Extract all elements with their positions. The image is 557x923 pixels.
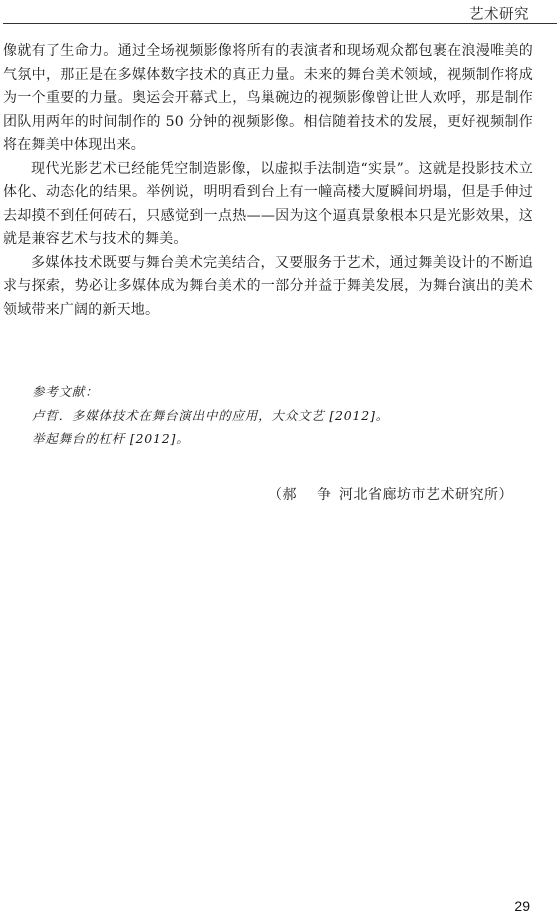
header-divider: [3, 23, 557, 24]
paragraph-conclusion: 多媒体技术既要与舞台美术完美结合，又要服务于艺术，通过舞美设计的不断追求与探索，势必让多媒体成为舞台美术的一部分并益于舞美发展，为舞台演出的美术领域带来广阔的新天地。: [3, 254, 533, 318]
byline-close-paren: ）: [498, 487, 513, 503]
reference-item: 卢哲．多媒体技术在舞台演出中的应用，大众文艺 [2012]。: [32, 407, 390, 423]
references-heading: 参考文献：: [32, 384, 99, 399]
author-affiliation: 河北省廊坊市艺术研究所: [338, 487, 499, 503]
paragraph-light-shadow-art: 现代光影艺术已经能凭空制造影像，以虚拟手法制造“实景”。这就是投影技术立体化、动态化的结果。举例说，明明看到台上有一幢高楼大厦瞬间坍塌，但是手伸过去却摸不到任何砖石，只感觉到一点热——因为这个逼真景象根本只是光影效果，这就是兼容艺术与技术的舞美。: [3, 160, 533, 247]
reference-item: 举起舞台的杠杆 [2012]。: [32, 431, 190, 446]
references-section: [32, 380, 532, 451]
article-body: [3, 40, 533, 322]
author-byline: [268, 484, 513, 504]
page-number: 29: [514, 898, 530, 914]
section-title: 艺术研究: [469, 7, 529, 23]
author-name: 郝 争: [282, 487, 339, 503]
paragraph-continued: 像就有了生命力。通过全场视频影像将所有的表演者和现场观众都包裹在浪漫唯美的气氛中，那正是在多媒体数字技术的真正力量。未来的舞台美术领域，视频制作将成为一个重要的力量。奥运会开幕式上，鸟巢碗边的视频影像曾让世人欢呼，那是制作团队用两年的时间制作的 50 分钟的视频影像。相信随着技术的发展，更好视频制作将在舞美中体现出来。: [3, 43, 533, 153]
byline-open-paren: （: [268, 487, 283, 503]
